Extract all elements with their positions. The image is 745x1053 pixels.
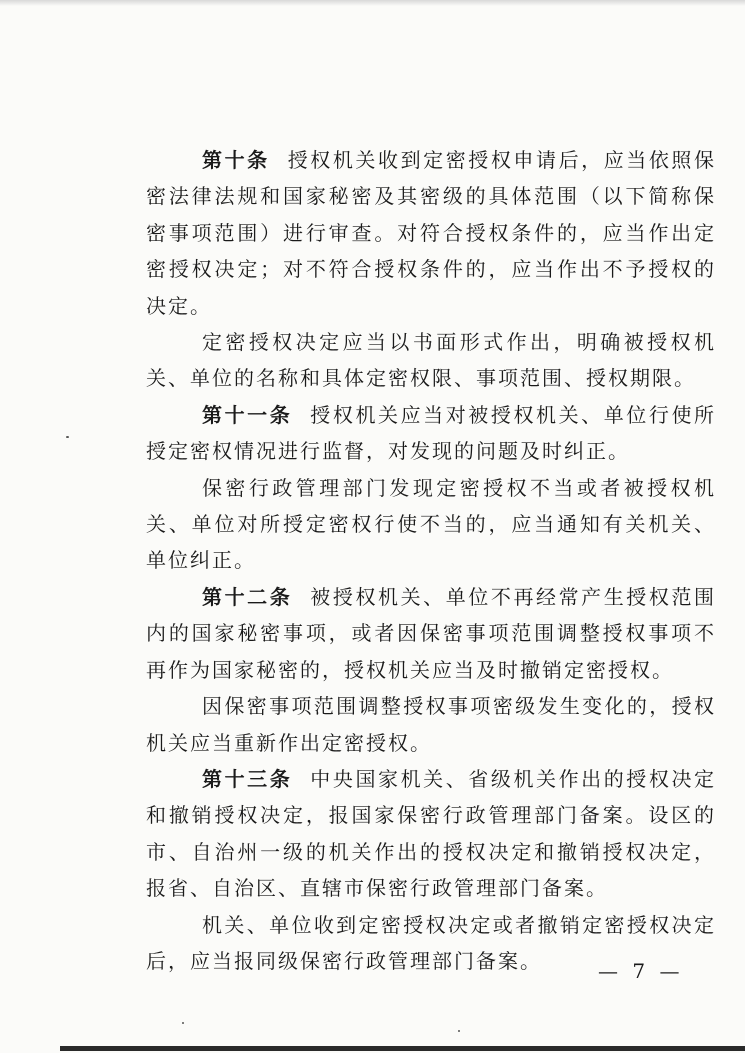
article-heading: 第十条 — [202, 148, 270, 172]
paragraph-text: 定密授权决定应当以书面形式作出，明确被授权机关、单位的名称和具体定密权限、事项范围、授权期限。 — [146, 330, 716, 391]
article-11-paragraph-1 — [146, 397, 716, 470]
paragraph-text: 被授权机关、单位不再经常产生授权范围内的国家秘密事项，或者因保密事项范围调整授权事项不再作为国家秘密的，授权机关应当及时撤销定密授权。 — [146, 584, 717, 682]
paragraph-text: 中央国家机关、省级机关作出的授权决定和撤销授权决定，报国家保密行政管理部门备案。设区的市、自治州一级的机关作出的授权决定和撤销授权决定，报省、自治区、直辖市保密行政管理部门备案。 — [146, 766, 717, 901]
article-10-paragraph-1 — [146, 142, 716, 324]
article-heading: 第十三条 — [202, 766, 293, 791]
article-heading: 第十二条 — [202, 584, 293, 609]
paragraph-text: 保密行政管理部门发现定密授权不当或者被授权机关、单位对所授定密权行使不当的，应当通知有关机关、单位纠正。 — [146, 475, 716, 573]
paragraph-text: 授权机关应当对被授权机关、单位行使所授定密权情况进行监督，对发现的问题及时纠正。 — [146, 402, 717, 464]
paragraph-text: 授权机关收到定密授权申请后，应当依照保密法律法规和国家秘密及其密级的具体范围（以下简称保密事项范围）进行审查。对符合授权条件的，应当作出定密授权决定；对不符合授权条件的，应当作出不予授权的决定。 — [146, 148, 717, 318]
article-12-paragraph-2 — [146, 688, 716, 761]
paragraph-text: 因保密事项范围调整授权事项密级发生变化的，授权机关应当重新作出定密授权。 — [146, 694, 716, 755]
scan-top-edge — [0, 0, 745, 6]
scan-speck — [182, 1022, 184, 1024]
article-10-paragraph-2 — [146, 324, 716, 397]
bottom-rule — [60, 1046, 745, 1051]
scan-speck — [458, 1030, 460, 1032]
article-heading: 第十一条 — [202, 402, 293, 427]
article-11-paragraph-2 — [146, 470, 716, 579]
paragraph-text: 机关、单位收到定密授权决定或者撤销定密授权决定后，应当报同级保密行政管理部门备案。 — [146, 912, 716, 973]
page-number: — 7 — — [598, 959, 684, 983]
article-13-paragraph-1 — [146, 761, 716, 907]
scan-speck — [66, 436, 69, 438]
article-12-paragraph-1 — [146, 579, 716, 688]
document-body — [146, 142, 716, 979]
